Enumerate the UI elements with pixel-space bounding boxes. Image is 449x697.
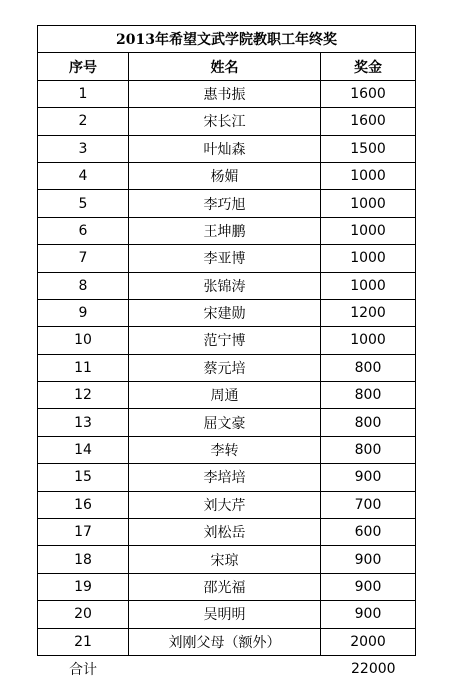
row-index: 17	[38, 519, 129, 546]
row-index: 7	[38, 245, 129, 272]
row-bonus: 1000	[321, 190, 416, 217]
row-name: 王坤鹏	[129, 217, 321, 244]
table-row	[38, 409, 416, 436]
row-bonus: 1500	[321, 135, 416, 162]
row-bonus: 600	[321, 519, 416, 546]
row-index: 20	[38, 601, 129, 628]
row-bonus: 1000	[321, 327, 416, 354]
row-bonus: 800	[321, 354, 416, 381]
title-row	[38, 26, 416, 53]
bonus-table	[37, 25, 416, 656]
row-name: 邵光福	[129, 573, 321, 600]
table-row	[38, 628, 416, 655]
row-bonus: 900	[321, 464, 416, 491]
row-index: 18	[38, 546, 129, 573]
row-name: 吴明明	[129, 601, 321, 628]
row-index: 21	[38, 628, 129, 655]
total-row	[37, 653, 415, 683]
row-index: 13	[38, 409, 129, 436]
row-index: 8	[38, 272, 129, 299]
table-row	[38, 108, 416, 135]
row-index: 10	[38, 327, 129, 354]
row-bonus: 800	[321, 409, 416, 436]
row-index: 6	[38, 217, 129, 244]
table-row	[38, 601, 416, 628]
table-row	[38, 327, 416, 354]
row-name: 叶灿森	[129, 135, 321, 162]
table-row	[38, 299, 416, 326]
table-row	[38, 217, 416, 244]
row-index: 19	[38, 573, 129, 600]
header-index: 序号	[38, 53, 129, 80]
row-name: 李转	[129, 436, 321, 463]
row-name: 刘大芹	[129, 491, 321, 518]
row-index: 5	[38, 190, 129, 217]
row-name: 屈文豪	[129, 409, 321, 436]
row-bonus: 1000	[321, 162, 416, 189]
table-row	[38, 135, 416, 162]
row-bonus: 1000	[321, 217, 416, 244]
table-row	[38, 573, 416, 600]
total-label: 合计	[69, 662, 97, 678]
row-index: 15	[38, 464, 129, 491]
row-bonus: 900	[321, 573, 416, 600]
row-index: 16	[38, 491, 129, 518]
row-index: 4	[38, 162, 129, 189]
table-row	[38, 190, 416, 217]
row-bonus: 700	[321, 491, 416, 518]
row-name: 宋长江	[129, 108, 321, 135]
row-name: 蔡元培	[129, 354, 321, 381]
row-name: 刘松岳	[129, 519, 321, 546]
header-bonus: 奖金	[321, 53, 416, 80]
row-bonus: 800	[321, 382, 416, 409]
row-bonus: 800	[321, 436, 416, 463]
row-bonus: 900	[321, 546, 416, 573]
row-index: 3	[38, 135, 129, 162]
table-row	[38, 464, 416, 491]
header-row	[38, 53, 416, 80]
row-name: 李亚博	[129, 245, 321, 272]
header-name: 姓名	[129, 53, 321, 80]
row-name: 杨媚	[129, 162, 321, 189]
table-row	[38, 436, 416, 463]
row-bonus: 900	[321, 601, 416, 628]
table-row	[38, 162, 416, 189]
row-name: 李培培	[129, 464, 321, 491]
row-index: 1	[38, 80, 129, 107]
row-name: 宋琼	[129, 546, 321, 573]
table-row	[38, 80, 416, 107]
table-row	[38, 354, 416, 381]
table-row	[38, 491, 416, 518]
row-bonus: 1600	[321, 80, 416, 107]
table-row	[38, 382, 416, 409]
row-index: 9	[38, 299, 129, 326]
row-bonus: 1000	[321, 272, 416, 299]
table-row	[38, 272, 416, 299]
row-name: 宋建勋	[129, 299, 321, 326]
table-row	[38, 519, 416, 546]
row-name: 惠书振	[129, 80, 321, 107]
row-name: 张锦涛	[129, 272, 321, 299]
row-name: 刘刚父母（额外）	[129, 628, 321, 655]
row-index: 11	[38, 354, 129, 381]
row-bonus: 1600	[321, 108, 416, 135]
row-index: 2	[38, 108, 129, 135]
row-bonus: 1000	[321, 245, 416, 272]
total-value: 22000	[351, 661, 396, 677]
row-name: 李巧旭	[129, 190, 321, 217]
row-name: 范宁博	[129, 327, 321, 354]
table-row	[38, 245, 416, 272]
row-index: 12	[38, 382, 129, 409]
row-bonus: 1200	[321, 299, 416, 326]
table-title: 2013年希望文武学院教职工年终奖	[38, 26, 416, 53]
row-index: 14	[38, 436, 129, 463]
row-name: 周通	[129, 382, 321, 409]
table-row	[38, 546, 416, 573]
row-bonus: 2000	[321, 628, 416, 655]
